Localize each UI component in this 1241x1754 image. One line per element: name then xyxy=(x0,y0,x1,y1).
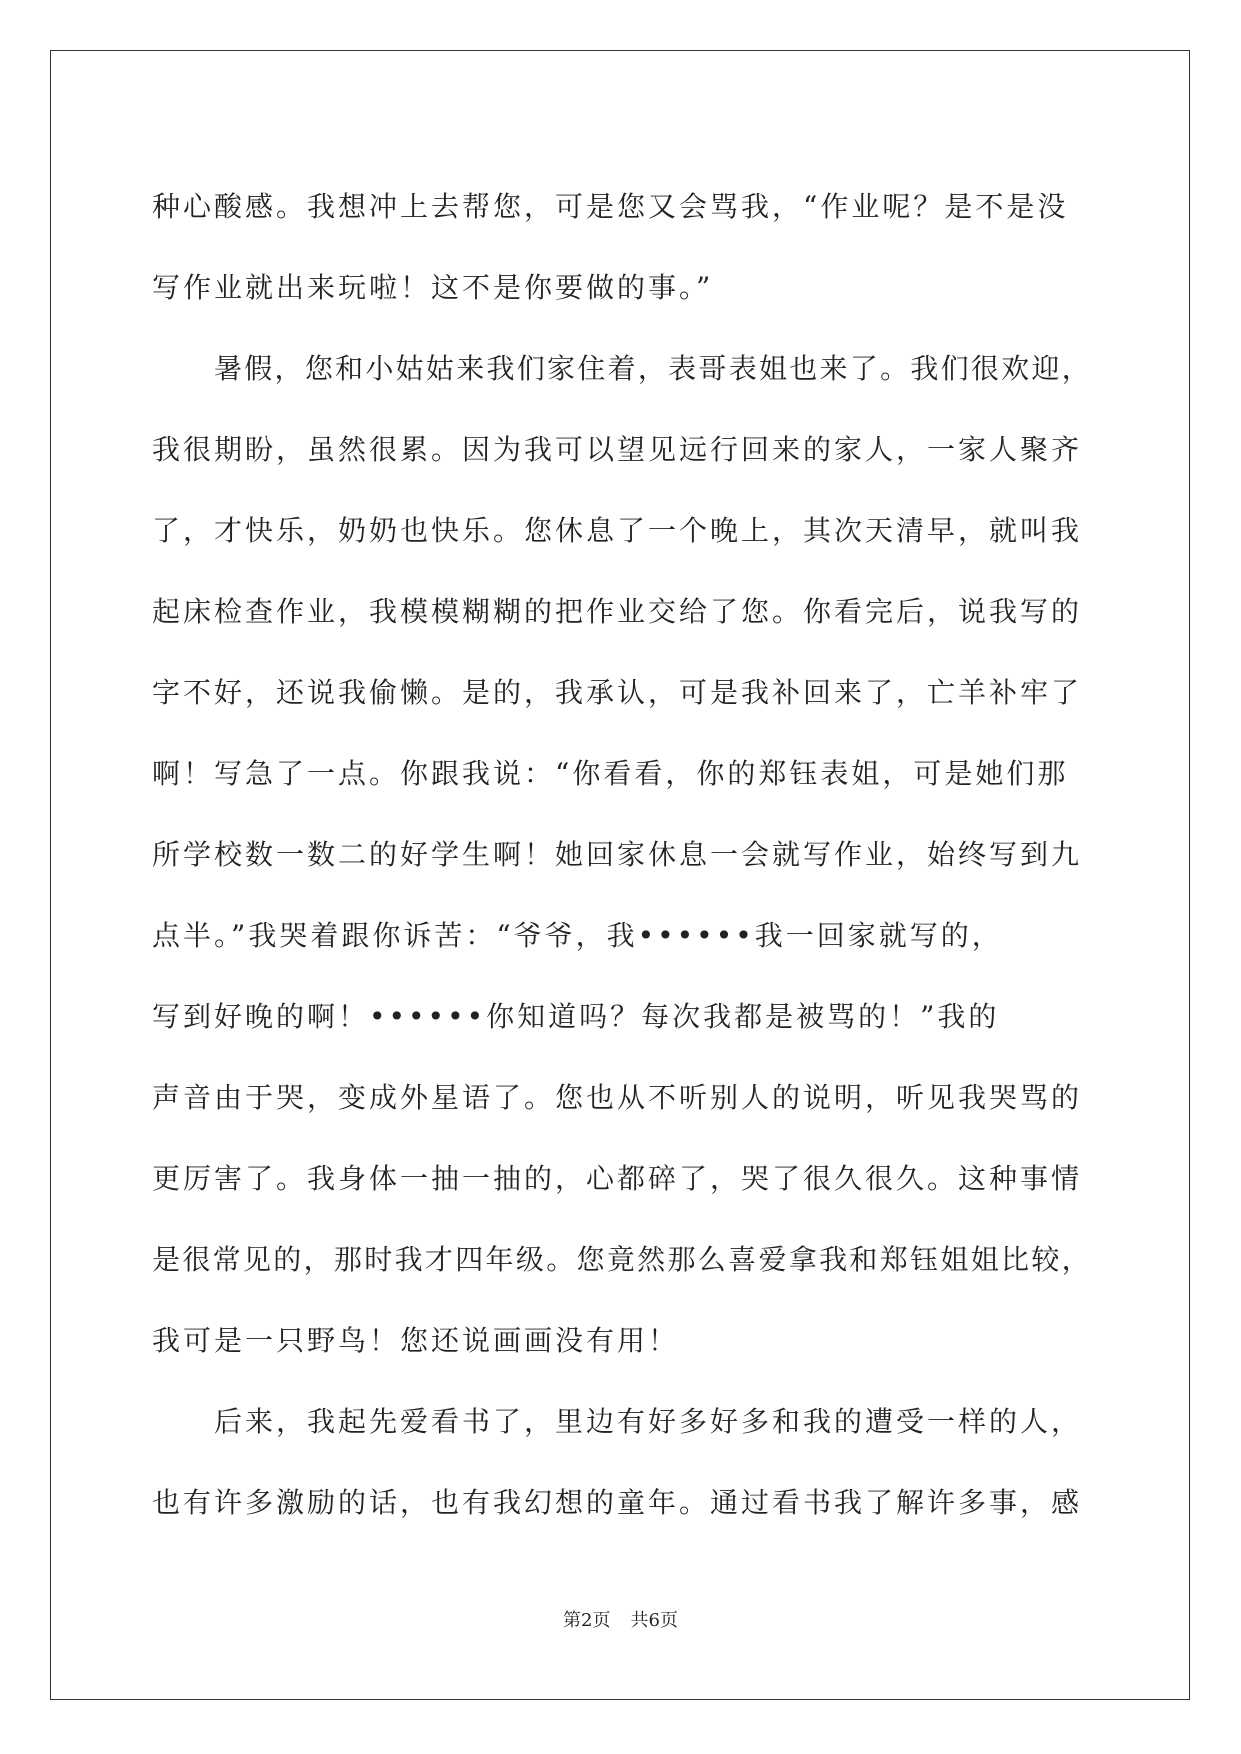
text-line: 点半。”我哭着跟你诉苦：“爷爷，我••••••我一回家就写的， xyxy=(152,919,1003,952)
text-line: 也有许多激励的话，也有我幻想的童年。通过看书我了解许多事，感 xyxy=(152,1486,1083,1519)
document-body xyxy=(152,166,1092,1543)
text-line: 所学校数一数二的好学生啊！她回家休息一会就写作业，始终写到九 xyxy=(152,838,1083,871)
text-line: 了，才快乐，奶奶也快乐。您休息了一个晚上，其次天清早，就叫我 xyxy=(152,514,1083,547)
text-line: 声音由于哭，变成外星语了。您也从不听别人的说明，听见我哭骂的 xyxy=(152,1081,1083,1114)
page-number: 第2页 xyxy=(563,1610,611,1631)
text-line: 暑假，您和小姑姑来我们家住着，表哥表姐也来了。我们很欢迎， xyxy=(214,352,1093,385)
text-line: 我可是一只野鸟！您还说画画没有用！ xyxy=(152,1324,680,1357)
total-pages: 共6页 xyxy=(630,1610,678,1631)
text-line: 更厉害了。我身体一抽一抽的，心都碎了，哭了很久很久。这种事情 xyxy=(152,1162,1083,1195)
text-line: 啊！写急了一点。你跟我说：“你看看，你的郑钰表姐，可是她们那 xyxy=(152,757,1069,790)
text-line: 起床检查作业，我模模糊糊的把作业交给了您。你看完后，说我写的 xyxy=(152,595,1083,628)
text-line: 我很期盼，虽然很累。因为我可以望见远行回来的家人，一家人聚齐 xyxy=(152,433,1083,466)
text-line: 写到好晚的啊！••••••你知道吗？每次我都是被骂的！”我的 xyxy=(152,1000,1000,1033)
text-line: 是很常见的，那时我才四年级。您竟然那么喜爱拿我和郑钰姐姐比较， xyxy=(152,1243,1093,1276)
page-footer xyxy=(0,1606,1241,1632)
text-line: 字不好，还说我偷懒。是的，我承认，可是我补回来了，亡羊补牢了 xyxy=(152,676,1083,709)
text-line: 后来，我起先爱看书了，里边有好多好多和我的遭受一样的人， xyxy=(214,1405,1083,1438)
text-line: 写作业就出来玩啦！这不是你要做的事。” xyxy=(152,271,714,304)
text-line: 种心酸感。我想冲上去帮您，可是您又会骂我，“作业呢？是不是没 xyxy=(152,190,1069,223)
